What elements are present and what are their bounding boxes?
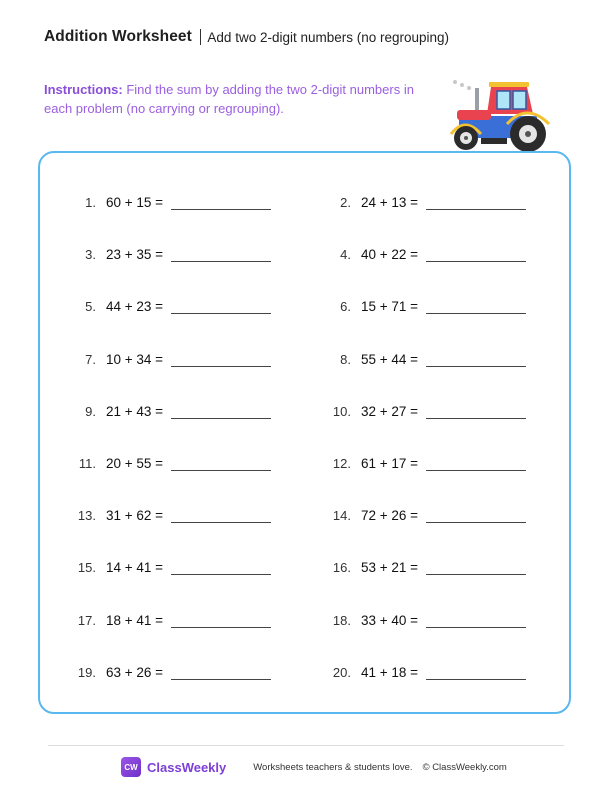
answer-blank[interactable]: [426, 195, 526, 210]
problem-expression: 63 + 26 =: [106, 664, 164, 680]
problem-expression: 72 + 26 =: [361, 508, 419, 524]
instructions-text: Find the sum by adding the two 2-digit numbers in each problem (no carrying or regrouping).: [44, 82, 414, 116]
problem-number: 20.: [332, 664, 351, 680]
problem-expression: 44 + 23 =: [106, 299, 164, 315]
problem-item: [70, 660, 271, 680]
problem-item: [70, 555, 271, 575]
problem-expression: 32 + 27 =: [361, 403, 419, 419]
problem-expression: 55 + 44 =: [361, 351, 419, 367]
answer-blank[interactable]: [426, 613, 526, 628]
problem-number: 13.: [77, 508, 96, 524]
problem-item: [70, 190, 271, 210]
instructions-label: Instructions:: [44, 82, 123, 97]
problem-number: 6.: [340, 299, 351, 315]
problem-item: [325, 190, 526, 210]
problem-number: 11.: [78, 456, 96, 471]
instructions: [44, 80, 434, 118]
problem-number: 4.: [340, 247, 351, 263]
answer-blank[interactable]: [426, 456, 526, 471]
problem-item: [325, 347, 526, 367]
footer-tagline: Worksheets teachers & students love.: [253, 761, 413, 773]
answer-blank[interactable]: [426, 247, 526, 262]
problem-number: 5.: [85, 299, 96, 315]
answer-blank[interactable]: [171, 247, 271, 262]
footer-copyright: © ClassWeekly.com: [422, 761, 507, 773]
answer-blank[interactable]: [171, 665, 271, 680]
answer-blank[interactable]: [171, 508, 271, 523]
problem-number: 1.: [85, 195, 96, 210]
classweekly-logo-icon: CW: [121, 757, 141, 777]
problem-item: [70, 242, 271, 262]
problem-item: [70, 503, 271, 523]
problem-expression: 31 + 62 =: [106, 508, 164, 524]
problem-item: [70, 347, 271, 367]
problem-number: 16.: [332, 560, 351, 576]
problem-item: [325, 660, 526, 680]
problem-item: [325, 503, 526, 523]
problem-number: 14.: [332, 508, 351, 524]
answer-blank[interactable]: [426, 560, 526, 575]
problem-expression: 60 + 15 =: [106, 195, 164, 210]
problem-number: 9.: [85, 403, 96, 419]
answer-blank[interactable]: [171, 352, 271, 367]
answer-blank[interactable]: [171, 195, 271, 210]
worksheet-header: [44, 28, 449, 46]
footer: [121, 757, 507, 777]
problem-expression: 21 + 43 =: [106, 403, 164, 419]
problem-expression: 10 + 34 =: [106, 351, 164, 367]
problem-expression: 23 + 35 =: [106, 247, 164, 263]
problems-box: [38, 151, 571, 714]
answer-blank[interactable]: [426, 404, 526, 419]
problem-expression: 20 + 55 =: [106, 456, 164, 471]
problem-expression: 40 + 22 =: [361, 247, 419, 263]
answer-blank[interactable]: [426, 665, 526, 680]
answer-blank[interactable]: [171, 299, 271, 314]
problem-item: [325, 399, 526, 419]
page-title: Addition Worksheet: [44, 28, 192, 45]
problem-expression: 53 + 21 =: [361, 560, 419, 576]
problem-expression: 18 + 41 =: [106, 612, 164, 628]
footer-divider: [48, 745, 564, 746]
answer-blank[interactable]: [171, 404, 271, 419]
problem-item: [70, 451, 271, 471]
problem-number: 10.: [332, 403, 351, 419]
problem-number: 2.: [340, 195, 351, 210]
problem-number: 3.: [85, 247, 96, 263]
problem-number: 15.: [77, 560, 96, 576]
answer-blank[interactable]: [426, 299, 526, 314]
problem-number: 12.: [332, 456, 351, 471]
tractor-icon: [445, 76, 555, 156]
problem-expression: 15 + 71 =: [361, 299, 419, 315]
problem-number: 19.: [77, 664, 96, 680]
answer-blank[interactable]: [171, 560, 271, 575]
answer-blank[interactable]: [426, 508, 526, 523]
problem-item: [70, 608, 271, 628]
answer-blank[interactable]: [426, 352, 526, 367]
page-subtitle: Add two 2-digit numbers (no regrouping): [207, 29, 450, 45]
problem-number: 7.: [85, 351, 96, 367]
problem-number: 18.: [332, 612, 351, 628]
problem-item: [325, 608, 526, 628]
problem-item: [325, 242, 526, 262]
answer-blank[interactable]: [171, 613, 271, 628]
problem-item: [325, 555, 526, 575]
problem-number: 8.: [340, 351, 351, 367]
problem-expression: 33 + 40 =: [361, 612, 419, 628]
problem-item: [70, 399, 271, 419]
title-divider: [200, 29, 202, 45]
problem-expression: 41 + 18 =: [361, 664, 419, 680]
problem-expression: 14 + 41 =: [106, 560, 164, 576]
problem-expression: 61 + 17 =: [361, 456, 419, 471]
problem-expression: 24 + 13 =: [361, 195, 419, 210]
brand-name: ClassWeekly: [147, 759, 227, 775]
problem-number: 17.: [77, 612, 96, 628]
problem-item: [70, 294, 271, 314]
problem-item: [325, 294, 526, 314]
answer-blank[interactable]: [171, 456, 271, 471]
problem-item: [325, 451, 526, 471]
